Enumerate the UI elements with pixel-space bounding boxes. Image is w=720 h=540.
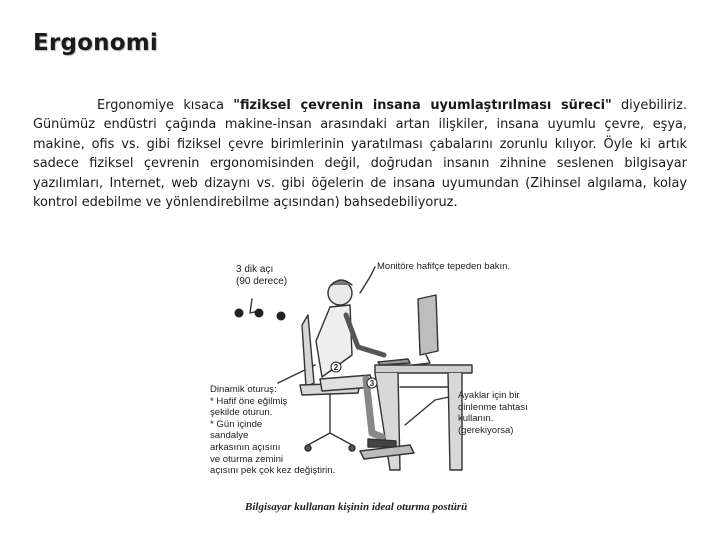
marker-three-body-label: 3 <box>369 379 375 388</box>
foot-line: dinlenme tahtası <box>458 401 528 413</box>
chair-back-shape <box>302 315 314 387</box>
person-foot-shape <box>368 439 396 447</box>
foot-line: Ayaklar için bir <box>458 390 520 401</box>
body-paragraph <box>33 96 687 212</box>
monitor-leader-line <box>360 267 375 293</box>
marker-two-body-label: 2 <box>333 363 339 372</box>
paragraph-rest: diyebiliriz. Günümüz endüstri çağında makine-insan arasındaki artan ilişkiler, insana uyumlu çevre, eşya, makine, ofis vs. gibi fiziksel çevre birimlerinin yaratılması çabalarını zorunlu kılıyor. Öyle ki artık sadece fiziksel çevrenin ergonomisinden değil, doğrudan insanın zihnine seslenen bilgisayar yazılımları, Internet, web dizaynı vs. gibi öğelerin de insana uyumundan (Zihinsel algılama, kolay kontrol edebilme ve yönlendirebilme açısından) bahsedebiliyoruz. <box>33 98 687 211</box>
page-title: Ergonomi <box>33 30 158 56</box>
chair-wheel-right-shape <box>349 445 355 451</box>
dynamic-line: * Gün içinde <box>210 418 263 430</box>
desk-top-shape <box>375 365 472 373</box>
angle-label-line-2: (90 derece) <box>236 276 288 287</box>
monitor-note: Monitöre hafifçe tepeden bakın. <box>377 261 511 272</box>
marker-two-dot <box>255 309 264 318</box>
dynamic-line: sandalye <box>210 430 249 442</box>
foot-line: kullanın. <box>458 413 494 424</box>
dynamic-line: açısını pek çok kez değiştirin. <box>210 465 336 477</box>
marker-one-dot <box>235 309 244 318</box>
dynamic-line: şekilde oturun. <box>210 407 273 419</box>
angle-label-line-1: 3 dik açı <box>236 264 274 275</box>
dynamic-line: ve oturma zemini <box>210 453 284 465</box>
dynamic-sitting-note <box>210 384 336 477</box>
paragraph-quote: "fiziksel çevrenin insana uyumlaştırılması süreci" <box>233 98 612 113</box>
paragraph-intro: Ergonomiye kısaca <box>97 98 234 113</box>
ergonomic-posture-figure <box>200 255 530 520</box>
monitor-stand-shape <box>414 355 430 365</box>
keyboard-shape <box>378 359 410 365</box>
footrest-note <box>458 390 528 436</box>
person-hair-shape <box>332 280 352 285</box>
foot-line: (gerekiyorsa) <box>458 424 514 436</box>
marker-three-dot <box>277 312 286 321</box>
dynamic-line: * Hafif öne eğilmiş <box>210 395 288 407</box>
dynamic-line: arkasının açısını <box>210 441 281 453</box>
monitor-shape <box>418 295 438 355</box>
figure-caption: Bilgisayar kullanan kişinin ideal oturma postürü <box>245 501 468 513</box>
dynamic-title: Dinamik oturuş: <box>210 384 277 395</box>
